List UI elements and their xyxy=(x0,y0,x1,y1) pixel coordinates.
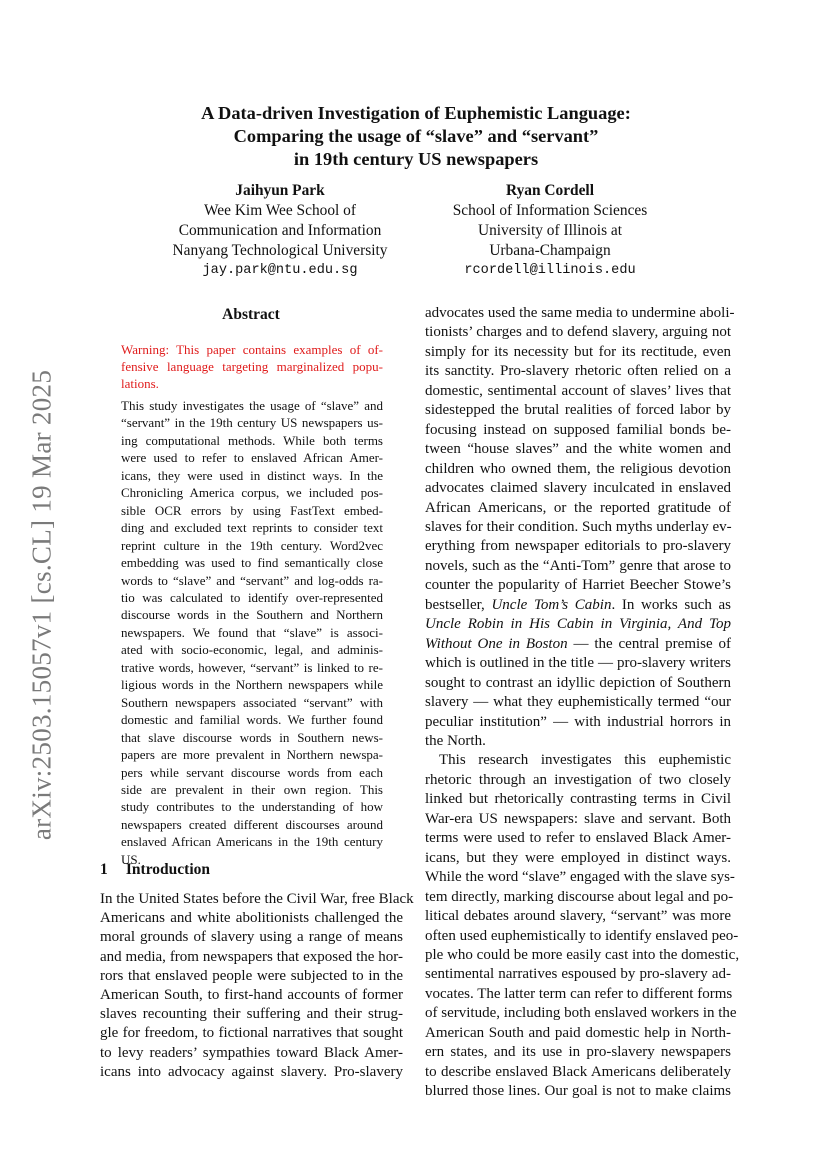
text-line: side are prevalent in their own region. This xyxy=(121,781,383,797)
text-line: study contributes to the understanding of how xyxy=(121,799,383,815)
content-warning xyxy=(121,341,383,392)
title-line: A Data-driven Investigation of Euphemistic Language: xyxy=(201,103,631,123)
text-line: tio was calculated to identify over-represented xyxy=(121,589,383,605)
text-line: embedding was used to find semantically close xyxy=(121,555,383,571)
text-line: novels, such as the “Anti-Tom” genre that arose to xyxy=(425,557,731,574)
text-line: tem directly, marking discourse about legal and po- xyxy=(425,888,734,905)
text-line: While the word “slave” engaged with the slave sys- xyxy=(425,869,735,886)
text-line: slaves recounting their suffering and their strug- xyxy=(100,1006,403,1023)
warning-line: lations. xyxy=(121,376,159,391)
section-heading xyxy=(100,861,210,879)
arxiv-identifier xyxy=(22,360,62,850)
text-line: Americans and white abolitionists challenged the xyxy=(100,910,403,927)
text-line: slavery — what they euphemistically termed “our xyxy=(425,694,731,711)
section-title: Introduction xyxy=(125,861,210,878)
text-line xyxy=(425,615,731,634)
text-line: trative words, however, “servant” is linked to re- xyxy=(121,659,383,675)
text-line: tween “house slaves” and the white women and xyxy=(425,441,731,458)
text-line: newspapers. We found that “slave” is associ- xyxy=(121,624,383,640)
text-line: blurred those lines. Our goal is not to make claims xyxy=(425,1083,731,1100)
text-line: bestseller, Uncle Tom’s Cabin. In works such as xyxy=(425,596,732,613)
text-line: papers are more prevalent in Northern newspa- xyxy=(121,747,383,763)
text-line: sidestepped the brutal realities of forced labor by xyxy=(425,402,731,419)
paragraph xyxy=(425,654,731,751)
abstract-text xyxy=(121,397,383,868)
abstract-heading: Abstract xyxy=(222,306,280,323)
text-line: tionists’ charges and to defend slavery, arguing not xyxy=(425,324,731,341)
text-line: This research investigates this euphemistic xyxy=(439,752,731,769)
text-line: discourse words in the Southern and Northern xyxy=(121,607,383,623)
text-line: ated with socio-economic, legal, and adminis- xyxy=(121,642,383,658)
warning-line: fensive language targeting marginalized popu- xyxy=(121,359,383,374)
author-affiliation: Nanyang Technological University xyxy=(172,242,388,259)
text-line: words to “slave” and “servant” and log-odds ra- xyxy=(121,572,383,588)
author-email[interactable]: jay.park@ntu.edu.sg xyxy=(202,263,358,278)
text-line: often used euphemistically to identify enslaved peo- xyxy=(425,927,739,944)
text-line: and media, from newspapers that exposed the hor- xyxy=(100,948,403,965)
title-line: in 19th century US newspapers xyxy=(293,149,539,169)
author-affiliation: School of Information Sciences xyxy=(452,202,648,219)
text-line: vocates. The latter term can refer to different forms xyxy=(425,985,733,1002)
text-line: Southern newspapers associated “servant” with xyxy=(121,694,383,710)
text-line: gle for freedom, to fictional narratives that sought xyxy=(100,1025,403,1042)
text-line: moral grounds of slavery using a range of means xyxy=(100,929,403,946)
text-line: rors that enslaved people were subjected to in the xyxy=(100,967,403,984)
text-line: advocates claimed slavery inculcated in enslaved xyxy=(425,480,731,497)
author-block xyxy=(140,181,420,281)
text-line: “servant” in the 19th century US newspapers us- xyxy=(121,415,383,431)
author-affiliation: Communication and Information xyxy=(178,222,382,239)
text-line: Without One in Boston — the central premise of xyxy=(425,635,732,652)
text-line: ple who could be more easily cast into the domestic, xyxy=(425,946,740,963)
text-line: Chronicling America corpus, we included pos- xyxy=(121,485,383,501)
author-name: Jaihyun Park xyxy=(235,182,325,199)
text-line: ligious words in the Northern newspapers while xyxy=(121,677,383,693)
intro-text-right-column xyxy=(425,304,740,1102)
text-line: litical debates around slavery, “servant” was more xyxy=(425,908,731,925)
author-block xyxy=(405,181,695,281)
text-line: simply for its necessity but for its rectitude, even xyxy=(425,343,731,360)
author-affiliation: Wee Kim Wee School of xyxy=(204,202,356,219)
text-line: ding and excluded text reprints to consider text xyxy=(121,520,383,536)
book-title: Without One in Boston xyxy=(425,635,568,652)
text-line: that slave discourse words in Southern news- xyxy=(121,729,383,745)
text-line: This study investigates the usage of “slave” and xyxy=(121,398,383,413)
text-line: American South, to first-hand accounts of former xyxy=(100,987,403,1004)
book-title: Uncle Robin in His Cabin in Virginia, And Top xyxy=(425,616,731,633)
paper-title xyxy=(100,102,732,171)
text-line: American South and paid domestic help in North- xyxy=(425,1024,731,1041)
author-name: Ryan Cordell xyxy=(506,182,594,199)
text-line: US. xyxy=(121,851,141,867)
text-line: ern states, and its use in pro-slavery newspapers xyxy=(425,1044,731,1061)
text-line: icans, they were used in distinct ways. In the xyxy=(121,467,383,483)
text-line: which is outlined in the title — pro-slavery writers xyxy=(425,655,731,672)
text-line: the North. xyxy=(425,732,486,749)
author-email[interactable]: rcordell@illinois.edu xyxy=(464,263,636,278)
text-line: War-era US newspapers: slave and servant. Both xyxy=(425,810,731,827)
text-line: terms were used to refer to enslaved Black Amer- xyxy=(425,830,731,847)
text-line: icans into advocacy against slavery. Pro-slavery xyxy=(100,1063,403,1080)
author-affiliation: Urbana-Champaign xyxy=(489,242,611,259)
text-line: pers while servant discourse words from each xyxy=(121,764,383,780)
text-line: sentimental narratives espoused by pro-slavery ad- xyxy=(425,966,731,983)
text-line: sought to contrast an idyllic depiction of Southern xyxy=(425,674,731,691)
intro-text-left-column xyxy=(100,890,414,1082)
text-line: newspapers created different discourses around xyxy=(121,816,383,832)
text-line: icans, but they were employed in distinct ways. xyxy=(425,849,731,866)
text-line: children who owned them, the religious devotion xyxy=(425,460,731,477)
text-line: slaves for their condition. Such myths underlay ev- xyxy=(425,518,732,535)
text-line: sible OCR errors by using FastText embed- xyxy=(121,502,383,518)
text-line: of servitude, including both enslaved workers in the xyxy=(425,1005,737,1022)
title-line: Comparing the usage of “slave” and “servant” xyxy=(233,126,599,146)
author-affiliation: University of Illinois at xyxy=(477,222,623,239)
text-line: linked but rhetorically contrasting terms in Civil xyxy=(425,791,731,808)
text-line: reprint culture in the 19th century. Word2vec xyxy=(121,537,383,553)
arxiv-id-text: arXiv:2503.15057v1 [cs.CL] 19 Mar 2025 xyxy=(26,369,57,841)
text-line: In the United States before the Civil War, free Black xyxy=(100,891,414,907)
text-line: enslaved African Americans in the 19th century xyxy=(121,834,383,850)
text-line: ing computational methods. While both terms xyxy=(121,432,383,448)
text-line: advocates used the same media to undermine aboli- xyxy=(425,305,735,321)
text-line: African Americans, or the reported gratitude of xyxy=(425,499,731,516)
book-title: Uncle Tom’s Cabin xyxy=(491,596,612,613)
text-line: to levy readers’ sympathies toward Black Amer- xyxy=(100,1044,403,1061)
text-line: erything from newspaper editorials to pro-slavery xyxy=(425,538,731,555)
text-line: were used to refer to enslaved African Amer- xyxy=(121,450,383,466)
warning-line: Warning: This paper contains examples of of- xyxy=(121,342,383,357)
paragraph xyxy=(425,304,735,596)
text-line: its sanctity. Pro-slavery rhetoric often relied on a xyxy=(425,363,731,380)
text-line: domestic and familial words. We further found xyxy=(121,712,383,728)
text-line: focusing instead on supposed familial bonds be- xyxy=(425,421,731,438)
text-line: to describe enslaved Black Americans deliberately xyxy=(425,1063,731,1080)
text-line: domestic, sentimental account of slaves’ lives that xyxy=(425,382,731,399)
text-line: counter the popularity of Harriet Beecher Stowe’s xyxy=(425,577,731,594)
text-line: peculiar institution” — with industrial horrors in xyxy=(425,713,731,730)
text-line: rhetoric through an investigation of two closely xyxy=(425,771,731,788)
paragraph xyxy=(425,751,740,1101)
section-number: 1 xyxy=(100,861,108,878)
